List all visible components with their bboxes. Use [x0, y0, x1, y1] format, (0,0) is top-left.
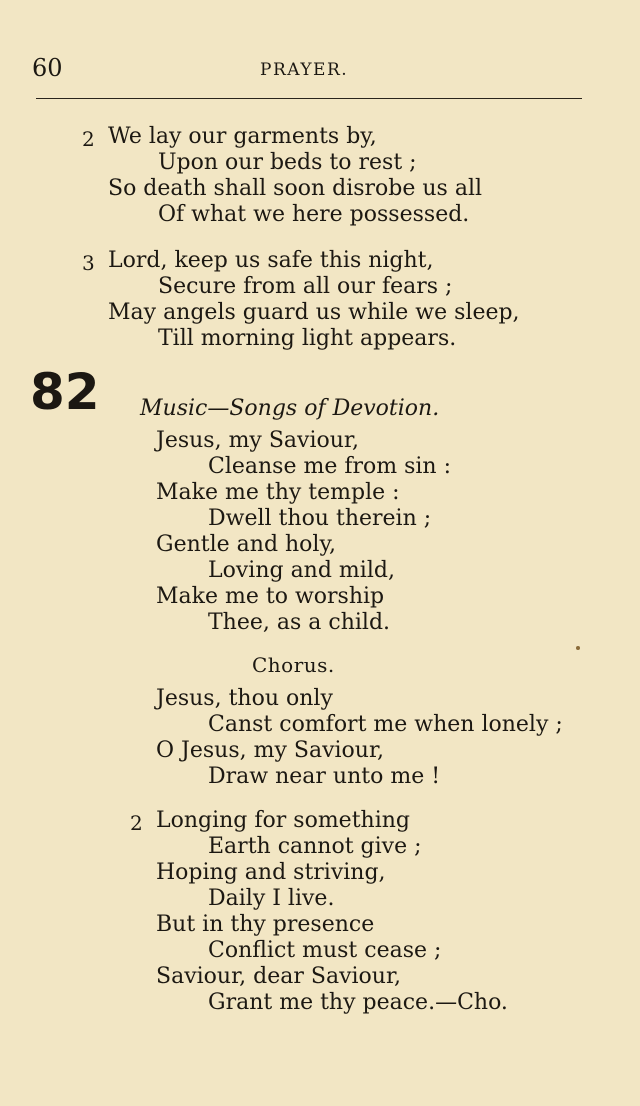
verse-line: Gentle and holy,: [156, 532, 336, 557]
verse-line: Make me thy temple :: [156, 480, 400, 505]
chorus-heading: Chorus.: [252, 653, 335, 677]
verse-line: Cleanse me from sin :: [208, 454, 452, 479]
verse-line: Saviour, dear Saviour,: [156, 964, 402, 989]
verse-line: But in thy presence: [156, 912, 375, 937]
verse-line: Secure from all our fears ;: [158, 274, 453, 299]
verse-line: Conflict must cease ;: [208, 938, 442, 963]
verse-line: So death shall soon disrobe us all: [108, 176, 483, 201]
verse-number: 3: [82, 251, 95, 275]
running-head: PRAYER.: [260, 60, 349, 80]
ink-spot: [576, 646, 580, 650]
verse-line: Daily I live.: [208, 886, 335, 911]
verse-line: Upon our beds to rest ;: [158, 150, 417, 175]
chorus-line: Jesus, thou only: [156, 686, 333, 711]
verse-line: We lay our garments by,: [108, 124, 377, 149]
verse-line: May angels guard us while we sleep,: [108, 300, 520, 325]
verse-line: Till morning light appears.: [158, 326, 457, 351]
verse-line: Loving and mild,: [208, 558, 395, 583]
verse-line: Of what we here possessed.: [158, 202, 470, 227]
verse-line: Make me to worship: [156, 584, 385, 609]
verse-number: 2: [82, 127, 95, 151]
header-rule: [36, 98, 582, 99]
verse-line: Jesus, my Saviour,: [156, 428, 360, 453]
music-source: Music—Songs of Devotion.: [140, 396, 440, 421]
page-number: 60: [32, 54, 63, 82]
chorus-line: Canst comfort me when lonely ;: [208, 712, 563, 737]
verse-line: Lord, keep us safe this night,: [108, 248, 434, 273]
verse-line: Grant me thy peace.—Cho.: [208, 990, 508, 1015]
verse-number: 2: [130, 811, 143, 835]
verse-line: Longing for something: [156, 808, 410, 833]
hymn-number: 82: [30, 363, 100, 421]
chorus-line: O Jesus, my Saviour,: [156, 738, 385, 763]
verse-line: Hoping and striving,: [156, 860, 386, 885]
verse-line: Earth cannot give ;: [208, 834, 422, 859]
verse-line: Thee, as a child.: [208, 610, 391, 635]
verse-line: Dwell thou therein ;: [208, 506, 432, 531]
chorus-line: Draw near unto me !: [208, 764, 441, 789]
page-header: [32, 54, 580, 84]
